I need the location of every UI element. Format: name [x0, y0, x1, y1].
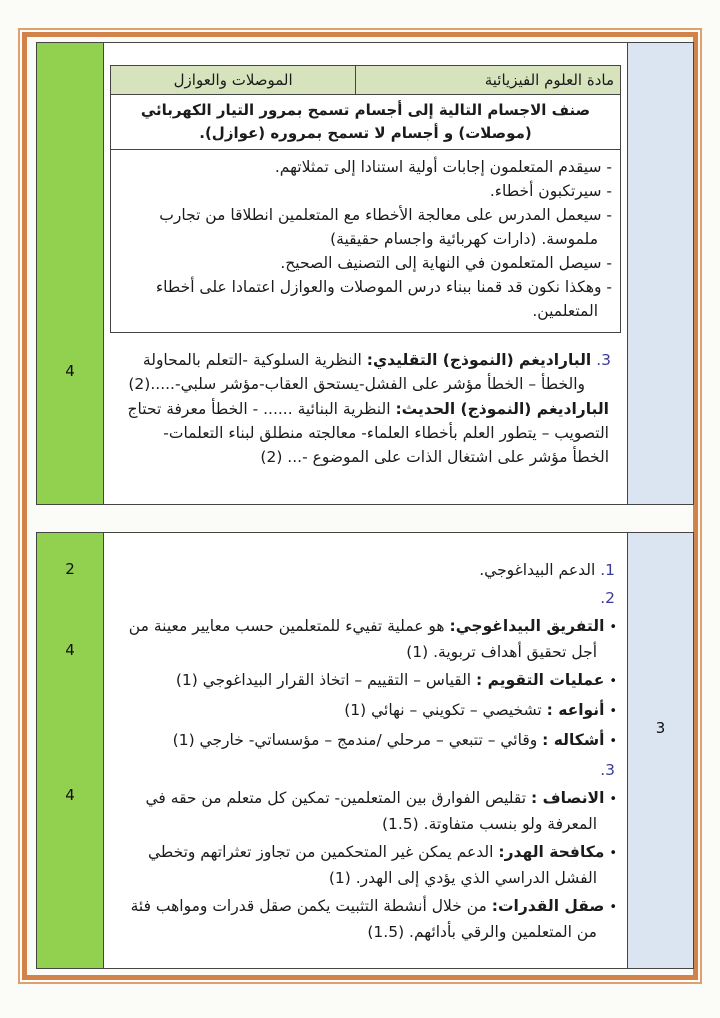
term-bold: التفريق البيداغوجي: [449, 617, 605, 635]
bullet-icon: • [609, 900, 617, 915]
bullet-icon: • [609, 620, 617, 635]
bullet-icon: • [609, 674, 617, 689]
answer-section-1 [36, 42, 694, 505]
section-1-content [104, 43, 627, 504]
question-number: 3 [655, 719, 666, 737]
bullet-line [116, 698, 617, 724]
line-text: القياس – التقييم – اتخاذ القرار البيداغوجي (1) [175, 671, 477, 689]
bullet-icon: • [609, 704, 617, 719]
bullet-line [116, 614, 617, 664]
bullet-line [116, 894, 617, 944]
bullet-line [116, 786, 617, 836]
score-value: 4 [65, 786, 75, 804]
paradigm-answer-item [122, 348, 611, 469]
line-text: الدعم البيداغوجي. [479, 561, 601, 579]
answer-item: - سيعمل المدرس على معالجة الأخطاء مع المتعلمين انطلاقا من تجارب ملموسة. (دارات كهربائية واجسام حقيقية) [159, 206, 612, 248]
answer-item: - سيقدم المتعلمون إجابات أولية استنادا إلى تمثلاتهم. [274, 158, 612, 176]
term-bold: أنواعه : [546, 701, 605, 719]
paradigm-modern-paragraph [122, 397, 611, 469]
term-bold: الانصاف : [531, 789, 605, 807]
bullet-line [116, 668, 617, 694]
lesson-table-header-row [111, 66, 620, 95]
numbered-line [116, 758, 617, 782]
line-text: هو عملية تفييء للمتعلمين حسب معايير معينة من أجل تحقيق أهداف تربوية. (1) [128, 617, 597, 661]
bullet-icon: • [609, 734, 617, 749]
line-text: من خلال أنشطة التثبيت يكمن صقل قدرات ومواهب فئة من المتعلمين والرقي بأدائهم. (1.5) [130, 897, 597, 941]
term-bold: الباراديغم (النموذج) التقليدي: [366, 351, 592, 369]
term-bold: صقل القدرات: [491, 897, 605, 915]
answer-item: - وهكذا نكون قد قمنا ببناء درس الموصلات والعوازل اعتمادا على أخطاء المتعلمين. [155, 278, 612, 320]
score-value: 2 [65, 560, 75, 578]
term-bold: مكافحة الهدر: [498, 843, 605, 861]
score-value: 4 [65, 641, 75, 659]
answer-section-2 [36, 532, 694, 969]
numbered-line [116, 586, 617, 610]
paradigm-traditional-paragraph [122, 348, 611, 396]
answer-list [111, 150, 620, 332]
question-number-column-1 [627, 43, 693, 504]
term-definition: النظرية السلوكية -التعلم بالمحاولة والخطأ – الخطأ مؤشر على الفشل-يستحق العقاب-مؤشر سلبي-.....(2) [128, 351, 585, 393]
score-value: 4 [65, 362, 75, 380]
bullet-icon: • [609, 846, 617, 861]
line-text: تقليص الفوارق بين المتعلمين- تمكين كل متعلم من حقه في المعرفة ولو بنسب متفاوتة. (1.5) [145, 789, 597, 833]
line-text: وقائي – تتبعي – مرحلي /مندمج – مؤسساتي- خارجي (1) [172, 731, 543, 749]
list-number: 1. [600, 561, 615, 579]
line-text: الدعم يمكن غير المتحكمين من تجاوز تعثراتهم وتخطي الفشل الدراسي الذي يؤدي إلى الهدر. (1) [147, 843, 597, 887]
bullet-line [116, 728, 617, 754]
question-number-column-2 [627, 533, 693, 968]
score-column-1 [37, 43, 104, 504]
list-number: 2. [600, 589, 615, 607]
lesson-header-table [110, 65, 621, 333]
bullet-line [116, 840, 617, 890]
term-bold: عمليات التقويم : [476, 671, 605, 689]
list-number: 3. [600, 761, 615, 779]
bullet-icon: • [609, 792, 617, 807]
term-bold: الباراديغم (النموذج) الحديث: [395, 400, 609, 418]
answer-item: - سيرتكبون أخطاء. [489, 182, 612, 200]
subject-cell: مادة العلوم الفيزيائية [355, 66, 620, 94]
score-column-2 [37, 533, 104, 968]
lesson-title-cell: الموصلات والعوازل [173, 71, 293, 89]
line-text: تشخيصي – تكويني – نهائي (1) [344, 701, 547, 719]
list-number: 3. [596, 351, 611, 369]
question-text: صنف الاجسام التالية إلى أجسام تسمح بمرور التيار الكهربائي (موصلات) و أجسام لا تسمح بمروره (عوازل). [111, 95, 620, 150]
term-definition: النظرية البنائية ...... - الخطأ معرفة تحتاج التصويب – يتطور العلم بأخطاء العلماء- معالجته منطلق لبناء التعلمات- الخطأ مؤشر على اشتغال الذات على الموضوع -... (2) [127, 400, 609, 466]
term-bold: أشكاله : [542, 731, 605, 749]
section-2-content [104, 533, 627, 968]
numbered-line [116, 558, 617, 582]
answer-item: - سيصل المتعلمون في النهاية إلى التصنيف الصحيح. [280, 254, 612, 272]
